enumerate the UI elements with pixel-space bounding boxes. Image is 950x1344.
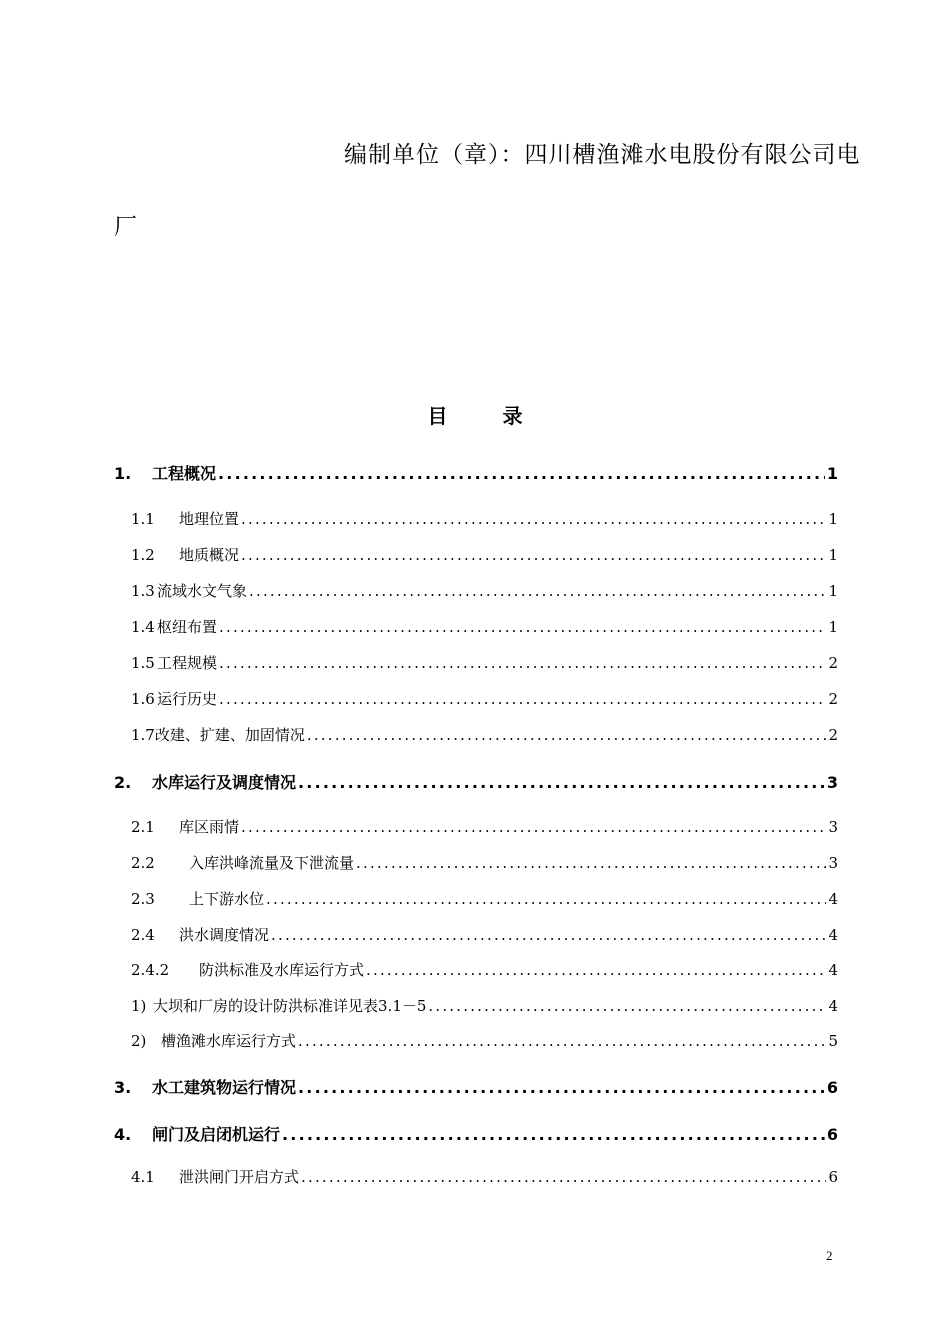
toc-entry-label: 上下游水位 [189,890,265,908]
toc-entry-label: 水工建筑物运行情况 [152,1078,297,1097]
toc-entry[interactable] [131,995,838,1019]
toc-entry-page: 3 [828,818,838,836]
toc-entry-number: 4. [114,1125,132,1144]
toc-leader-dots [282,1125,825,1144]
toc-entry[interactable] [131,852,838,876]
toc-leader-dots [241,510,826,528]
toc-entry[interactable] [131,959,838,983]
toc-entry-number: 1.6 [131,690,155,708]
toc-entry-label: 地质概况 [179,546,240,564]
toc-leader-dots [301,1168,826,1186]
toc-entry-label: 闸门及启闭机运行 [152,1125,281,1144]
toc-entry-page: 1 [828,510,838,528]
toc-entry-label: 枢纽布置 [157,618,218,636]
toc-leader-dots [366,961,826,979]
toc-entry[interactable] [131,1166,838,1190]
toc-entry-label: 槽渔滩水库运行方式 [161,1032,297,1050]
toc-entry-number: 2.4.2 [131,961,170,979]
toc-entry-number: 2.4 [131,926,155,944]
toc-leader-dots [298,1032,826,1050]
toc-entry-label: 入库洪峰流量及下泄流量 [189,854,355,872]
toc-leader-dots [266,890,826,908]
toc-entry-label: 改建、扩建、加固情况 [154,726,305,744]
toc-entry-page: 1 [826,464,838,483]
toc-entry-label: 工程规模 [157,654,218,672]
toc-entry-page: 1 [828,618,838,636]
toc-entry-page: 4 [828,890,838,908]
toc-leader-dots [219,690,826,708]
toc-entry-page: 1 [828,582,838,600]
toc-leader-dots [356,854,826,872]
toc-entry-label: 工程概况 [152,464,217,483]
toc-entry-label: 防洪标准及水库运行方式 [199,961,365,979]
toc-entry-page: 6 [826,1125,838,1144]
toc-title: 目 录 [427,404,547,428]
toc-entry-number: 1.2 [131,546,155,564]
toc-entry[interactable] [114,461,838,485]
toc-entry[interactable] [114,1122,838,1146]
toc-entry-number: 2.2 [131,854,155,872]
toc-entry[interactable] [131,652,838,676]
toc-entry[interactable] [131,724,838,748]
toc-entry[interactable] [131,580,838,604]
toc-entry-number: 2.3 [131,890,155,908]
compiling-unit-line-2: 厂 [114,214,137,240]
toc-entry-label: 泄洪闸门开启方式 [179,1168,300,1186]
toc-leader-dots [219,654,826,672]
toc-entry-number: 2. [114,773,132,792]
toc-entry-label: 流域水文气象 [157,582,248,600]
toc-entry-label: 运行历史 [157,690,218,708]
toc-entry-number: 2.1 [131,818,155,836]
toc-entry-number: 3. [114,1078,132,1097]
toc-entry-number: 1.7 [131,726,155,744]
toc-entry-label: 地理位置 [179,510,240,528]
toc-entry-page: 3 [828,854,838,872]
toc-leader-dots [428,997,826,1015]
toc-entry-label: 洪水调度情况 [179,926,270,944]
toc-entry-label: 大坝和厂房的设计防洪标准详见表3.1－5 [153,997,427,1015]
toc-entry-page: 4 [828,997,838,1015]
toc-entry-page: 5 [828,1032,838,1050]
toc-entry-number: 1.3 [131,582,155,600]
toc-entry[interactable] [131,888,838,912]
toc-leader-dots [307,726,827,744]
toc-entry-page: 1 [828,546,838,564]
toc-leader-dots [218,464,825,483]
toc-entry[interactable] [131,688,838,712]
toc-entry-page: 3 [826,773,838,792]
toc-leader-dots [249,582,826,600]
toc-entry[interactable] [114,770,838,794]
toc-leader-dots [219,618,826,636]
toc-entry-page: 6 [826,1078,838,1097]
toc-entry-page: 4 [828,961,838,979]
toc-entry[interactable] [114,1075,838,1099]
toc-leader-dots [298,1078,825,1097]
toc-entry-label: 库区雨情 [179,818,240,836]
toc-entry-number: 1.1 [131,510,155,528]
compiling-unit-line-1: 编制单位（章）：四川槽渔滩水电股份有限公司电 [344,142,861,168]
toc-entry[interactable] [131,816,838,840]
toc-leader-dots [241,818,826,836]
toc-entry-number: 2) [131,1032,147,1050]
toc-entry-page: 2 [828,726,838,744]
toc-entry-page: 6 [828,1168,838,1186]
toc-entry-label: 水库运行及调度情况 [152,773,297,792]
toc-entry-page: 2 [828,690,838,708]
toc-entry[interactable] [131,924,838,948]
toc-entry-number: 1.4 [131,618,155,636]
toc-entry[interactable] [131,1030,838,1054]
toc-entry-number: 1. [114,464,132,483]
toc-leader-dots [271,926,826,944]
toc-entry[interactable] [131,544,838,568]
toc-entry-page: 4 [828,926,838,944]
toc-entry[interactable] [131,508,838,532]
toc-entry-number: 1.5 [131,654,155,672]
toc-leader-dots [298,773,825,792]
toc-entry-number: 4.1 [131,1168,155,1186]
toc-entry[interactable] [131,616,838,640]
page-number: 2 [826,1248,833,1263]
toc-leader-dots [241,546,826,564]
toc-entry-page: 2 [828,654,838,672]
toc-entry-number: 1) [131,997,147,1015]
